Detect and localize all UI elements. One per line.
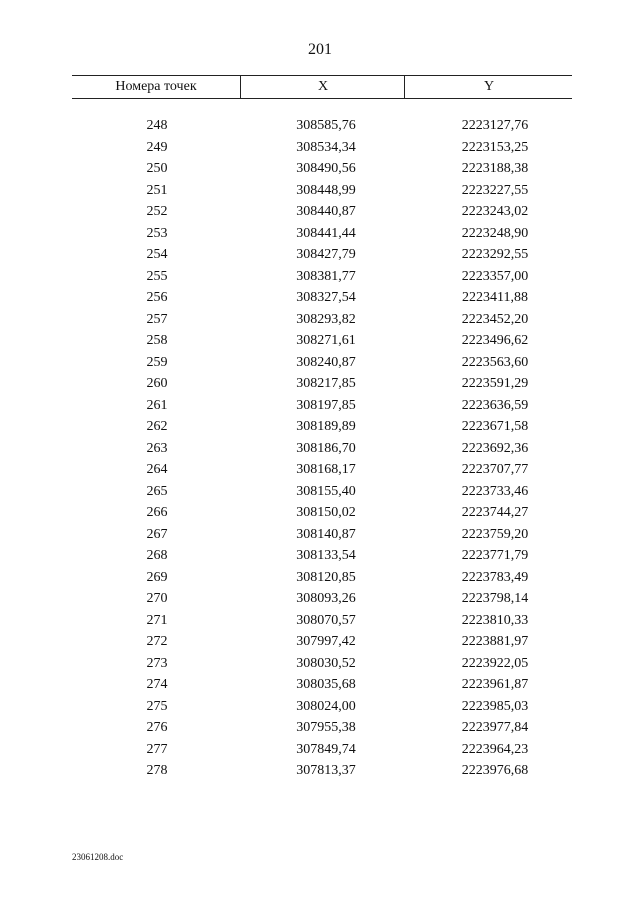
point-number-cell: 270 xyxy=(146,591,168,606)
x-coordinate-cell: 308035,68 xyxy=(296,677,356,692)
point-number-cell: 262 xyxy=(146,419,168,434)
table-row xyxy=(72,524,572,546)
y-coordinate-cell: 2223292,55 xyxy=(461,247,529,262)
table-row xyxy=(72,674,572,696)
y-coordinate-cell: 2223248,90 xyxy=(461,225,529,241)
x-coordinate-cell: 308168,17 xyxy=(296,462,356,477)
point-number-cell: 271 xyxy=(146,612,168,628)
x-coordinate-cell: 308441,44 xyxy=(296,225,356,241)
point-number-cell: 261 xyxy=(146,397,168,413)
x-coordinate-cell: 307813,37 xyxy=(296,763,356,778)
y-coordinate-cell: 2223227,55 xyxy=(461,182,529,198)
point-number-cell: 255 xyxy=(146,268,168,284)
table-row xyxy=(72,266,572,288)
point-number-cell: 260 xyxy=(146,376,168,391)
x-coordinate-cell: 308448,99 xyxy=(296,182,356,198)
point-number-cell: 263 xyxy=(146,440,168,456)
point-number-cell: 257 xyxy=(146,311,168,327)
coordinates-table xyxy=(72,75,572,778)
y-coordinate-cell: 2223976,68 xyxy=(461,763,529,778)
point-number-cell: 268 xyxy=(146,548,168,563)
table-row xyxy=(72,287,572,309)
x-coordinate-cell: 308217,85 xyxy=(296,376,356,391)
x-coordinate-cell: 308381,77 xyxy=(296,268,356,284)
point-number-cell: 256 xyxy=(146,290,168,305)
y-coordinate-cell: 2223452,20 xyxy=(461,311,529,327)
y-coordinate-cell: 2223881,97 xyxy=(461,634,529,649)
table-row xyxy=(72,137,572,159)
x-coordinate-cell: 308240,87 xyxy=(296,354,356,370)
table-row xyxy=(72,352,572,374)
y-coordinate-cell: 2223153,25 xyxy=(461,139,529,155)
point-number-cell: 276 xyxy=(146,720,168,735)
table-row xyxy=(72,481,572,503)
x-coordinate-cell: 308490,56 xyxy=(296,161,356,176)
page-number: 201 xyxy=(308,41,332,58)
x-coordinate-cell: 308140,87 xyxy=(296,526,356,542)
x-coordinate-cell: 308024,00 xyxy=(296,698,356,714)
point-number-cell: 258 xyxy=(146,333,168,348)
y-coordinate-cell: 2223744,27 xyxy=(461,505,529,520)
table-row xyxy=(72,373,572,395)
point-number-cell: 277 xyxy=(146,741,168,757)
x-coordinate-cell: 308186,70 xyxy=(296,440,356,456)
point-number-cell: 265 xyxy=(146,483,168,499)
table-row xyxy=(72,395,572,417)
table-body xyxy=(72,115,572,782)
table-row xyxy=(72,760,572,782)
x-coordinate-cell: 308534,34 xyxy=(296,139,356,155)
header-y: Y xyxy=(404,76,573,98)
point-number-cell: 266 xyxy=(146,505,168,520)
x-coordinate-cell: 308189,89 xyxy=(296,419,356,434)
y-coordinate-cell: 2223357,00 xyxy=(461,268,529,284)
y-coordinate-cell: 2223733,46 xyxy=(461,483,529,499)
y-coordinate-cell: 2223783,49 xyxy=(461,569,529,585)
table-row xyxy=(72,180,572,202)
x-coordinate-cell: 308133,54 xyxy=(296,548,356,563)
point-number-cell: 253 xyxy=(146,225,168,241)
y-coordinate-cell: 2223810,33 xyxy=(461,612,529,628)
point-number-cell: 251 xyxy=(146,182,168,198)
y-coordinate-cell: 2223961,87 xyxy=(461,677,529,692)
point-number-cell: 248 xyxy=(146,118,168,133)
table-row xyxy=(72,309,572,331)
table-row xyxy=(72,631,572,653)
point-number-cell: 274 xyxy=(146,677,168,692)
y-coordinate-cell: 2223798,14 xyxy=(461,591,529,606)
file-name: 23061208.doc xyxy=(72,852,124,862)
table-row xyxy=(72,330,572,352)
y-coordinate-cell: 2223759,20 xyxy=(461,526,529,542)
x-coordinate-cell: 308197,85 xyxy=(296,397,356,413)
point-number-cell: 249 xyxy=(146,139,168,155)
y-coordinate-cell: 2223964,23 xyxy=(461,741,529,757)
y-coordinate-cell: 2223591,29 xyxy=(461,376,529,391)
x-coordinate-cell: 308440,87 xyxy=(296,204,356,219)
x-coordinate-cell: 308427,79 xyxy=(296,247,356,262)
table-row xyxy=(72,739,572,761)
point-number-cell: 269 xyxy=(146,569,168,585)
table-row xyxy=(72,545,572,567)
point-number-cell: 278 xyxy=(146,763,168,778)
y-coordinate-cell: 2223707,77 xyxy=(461,462,529,477)
x-coordinate-cell: 308155,40 xyxy=(296,483,356,499)
x-coordinate-cell: 308271,61 xyxy=(296,333,356,348)
point-number-cell: 252 xyxy=(146,204,168,219)
x-coordinate-cell: 308585,76 xyxy=(296,118,356,133)
table-row xyxy=(72,588,572,610)
table-row xyxy=(72,201,572,223)
y-coordinate-cell: 2223985,03 xyxy=(461,698,529,714)
x-coordinate-cell: 308093,26 xyxy=(296,591,356,606)
table-row xyxy=(72,696,572,718)
point-number-cell: 272 xyxy=(146,634,168,649)
table-row xyxy=(72,610,572,632)
table-row xyxy=(72,158,572,180)
y-coordinate-cell: 2223671,58 xyxy=(461,419,529,434)
x-coordinate-cell: 308150,02 xyxy=(296,505,356,520)
point-number-cell: 267 xyxy=(146,526,168,542)
point-number-cell: 250 xyxy=(146,161,168,176)
table-header xyxy=(72,75,572,99)
y-coordinate-cell: 2223692,36 xyxy=(461,440,529,456)
x-coordinate-cell: 307849,74 xyxy=(296,741,356,757)
point-number-cell: 254 xyxy=(146,247,168,262)
table-row xyxy=(72,438,572,460)
table-row xyxy=(72,653,572,675)
table-row xyxy=(72,567,572,589)
y-coordinate-cell: 2223496,62 xyxy=(461,333,529,348)
point-number-cell: 259 xyxy=(146,354,168,370)
x-coordinate-cell: 308293,82 xyxy=(296,311,356,327)
x-coordinate-cell: 307997,42 xyxy=(296,634,356,649)
y-coordinate-cell: 2223922,05 xyxy=(461,655,529,671)
x-coordinate-cell: 308120,85 xyxy=(296,569,356,585)
table-row xyxy=(72,459,572,481)
x-coordinate-cell: 308327,54 xyxy=(296,290,356,305)
x-coordinate-cell: 308070,57 xyxy=(296,612,356,628)
table-row xyxy=(72,223,572,245)
x-coordinate-cell: 308030,52 xyxy=(296,655,356,671)
x-coordinate-cell: 307955,38 xyxy=(296,720,356,735)
point-number-cell: 273 xyxy=(146,655,168,671)
table-row xyxy=(72,416,572,438)
y-coordinate-cell: 2223563,60 xyxy=(461,354,529,370)
table-row xyxy=(72,717,572,739)
y-coordinate-cell: 2223977,84 xyxy=(461,720,529,735)
point-number-cell: 264 xyxy=(146,462,168,477)
header-x: X xyxy=(240,76,405,98)
y-coordinate-cell: 2223411,88 xyxy=(462,290,528,305)
table-row xyxy=(72,115,572,137)
point-number-cell: 275 xyxy=(146,698,168,714)
table-row xyxy=(72,244,572,266)
y-coordinate-cell: 2223188,38 xyxy=(461,161,529,176)
header-point-numbers: Номера точек xyxy=(115,79,197,94)
y-coordinate-cell: 2223243,02 xyxy=(461,204,529,219)
y-coordinate-cell: 2223771,79 xyxy=(461,548,529,563)
table-row xyxy=(72,502,572,524)
y-coordinate-cell: 2223127,76 xyxy=(461,118,529,133)
y-coordinate-cell: 2223636,59 xyxy=(461,397,529,413)
